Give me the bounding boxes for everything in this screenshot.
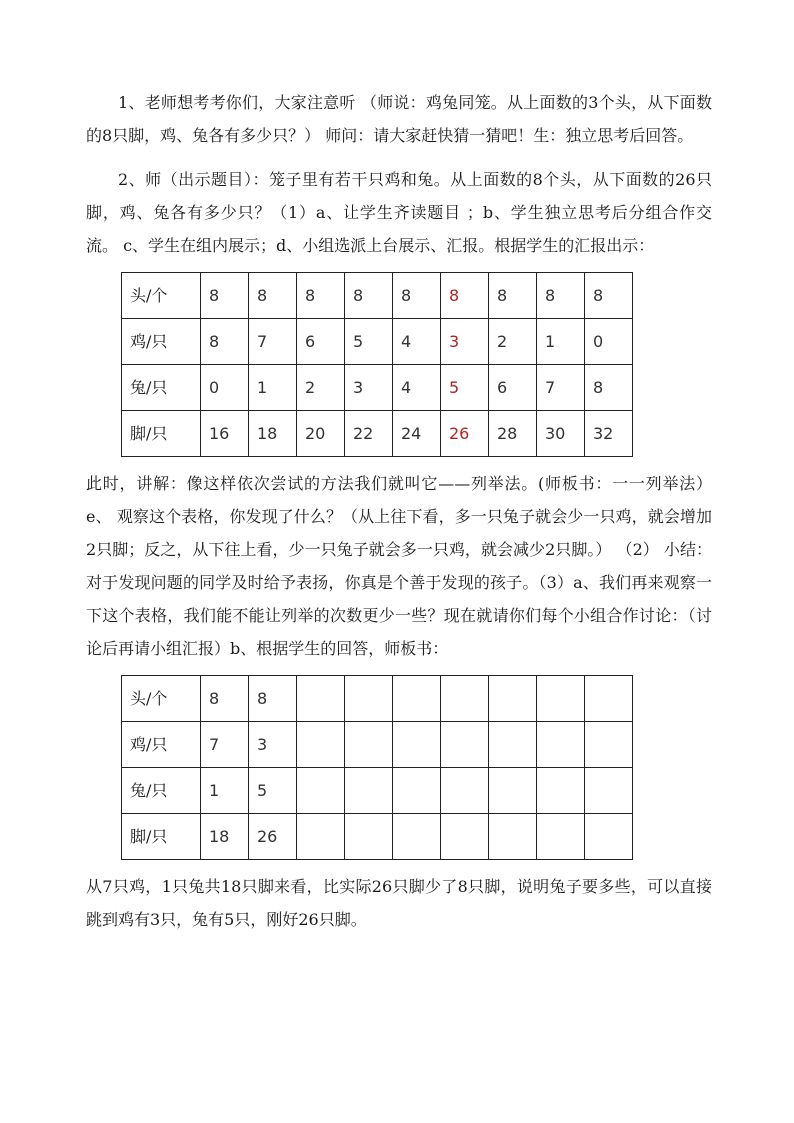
table-cell-empty	[441, 676, 489, 722]
table-cell-empty	[585, 814, 633, 860]
table-cell: 18	[249, 411, 297, 457]
table-cell: 6	[297, 319, 345, 365]
table-cell: 8	[585, 273, 633, 319]
table-cell: 8	[297, 273, 345, 319]
table-row	[122, 814, 633, 860]
paragraph-problem-statement: 2、师（出示题目）：笼子里有若干只鸡和兔。从上面数的8个头，从下面数的26只脚，鸡、兔各有多少只？（1）a、让学生齐读题目 ；b、学生独立思考后分组合作交流。 c、学生在组内展示；d、小组选派上台展示、汇报。根据学生的汇报出示：	[86, 170, 712, 255]
table-cell-empty	[585, 768, 633, 814]
table-cell-empty	[489, 676, 537, 722]
table-cell-empty	[441, 722, 489, 768]
table-cell-empty	[393, 814, 441, 860]
table-cell-highlighted: 26	[441, 411, 489, 457]
table-cell-empty	[393, 722, 441, 768]
table-cell: 18	[201, 814, 249, 860]
table-cell: 28	[489, 411, 537, 457]
enumeration-table-shortcut	[121, 675, 633, 860]
table-cell-empty	[297, 676, 345, 722]
table-cell: 1	[537, 319, 585, 365]
table-cell: 3	[345, 365, 393, 411]
table-cell: 22	[345, 411, 393, 457]
table-row	[122, 365, 633, 411]
table-cell-empty	[489, 722, 537, 768]
table-cell: 8	[393, 273, 441, 319]
table-row	[122, 411, 633, 457]
table-cell-empty	[537, 768, 585, 814]
table-cell: 26	[249, 814, 297, 860]
document-page	[86, 86, 712, 936]
table-cell-highlighted: 3	[441, 319, 489, 365]
table-cell-empty	[441, 814, 489, 860]
table-cell: 8	[345, 273, 393, 319]
table-cell: 1	[201, 768, 249, 814]
table-cell: 7	[201, 722, 249, 768]
table-cell-empty	[489, 768, 537, 814]
paragraph-explanation: 此时，讲解：像这样依次尝试的方法我们就叫它——列举法。(师板书：一一列举法） e、 观察这个表格，你发现了什么？（从上往下看，多一只兔子就会少一只鸡，就会增加2只脚；反之，从下往上看，少一只兔子就会多一只鸡，就会减少2只脚。） （2） 小结：对于发现问题的同学及时给予表扬，你真是个善于发现的孩子。（3）a、我们再来观察一下这个表格，我们能不能让列举的次数更少一些？现在就请你们每个小组合作讨论：（讨论后再请小组汇报）b、根据学生的回答，师板书：	[86, 474, 712, 658]
row-label: 兔/只	[122, 768, 201, 814]
table-cell: 8	[201, 319, 249, 365]
table-cell: 8	[201, 676, 249, 722]
table-cell-empty	[537, 722, 585, 768]
table-cell: 8	[489, 273, 537, 319]
table-cell: 2	[489, 319, 537, 365]
table-cell-empty	[297, 814, 345, 860]
table-cell-empty	[585, 722, 633, 768]
table-cell-empty	[537, 814, 585, 860]
row-label: 头/个	[122, 273, 201, 319]
table-row	[122, 676, 633, 722]
table-cell: 32	[585, 411, 633, 457]
enumeration-table-full	[121, 272, 633, 457]
table-cell-empty	[345, 768, 393, 814]
table-cell: 1	[249, 365, 297, 411]
table-cell: 7	[249, 319, 297, 365]
table-cell: 8	[201, 273, 249, 319]
table-cell: 0	[201, 365, 249, 411]
table-cell: 6	[489, 365, 537, 411]
table-cell: 8	[537, 273, 585, 319]
table-row	[122, 273, 633, 319]
table-cell: 3	[249, 722, 297, 768]
table-cell: 16	[201, 411, 249, 457]
table-row	[122, 722, 633, 768]
row-label: 脚/只	[122, 814, 201, 860]
table-cell: 2	[297, 365, 345, 411]
table-cell-empty	[441, 768, 489, 814]
table-cell: 5	[345, 319, 393, 365]
table-cell-empty	[585, 676, 633, 722]
table-cell: 30	[537, 411, 585, 457]
table-cell: 20	[297, 411, 345, 457]
table-row	[122, 319, 633, 365]
table-cell-empty	[537, 676, 585, 722]
table-cell-empty	[297, 768, 345, 814]
table-cell-highlighted: 5	[441, 365, 489, 411]
row-label: 鸡/只	[122, 722, 201, 768]
table-cell: 7	[537, 365, 585, 411]
row-label: 兔/只	[122, 365, 201, 411]
table-cell: 8	[249, 273, 297, 319]
table-row	[122, 768, 633, 814]
row-label: 头/个	[122, 676, 201, 722]
table-cell: 4	[393, 365, 441, 411]
table-cell: 4	[393, 319, 441, 365]
row-label: 鸡/只	[122, 319, 201, 365]
table-cell-empty	[345, 676, 393, 722]
table-cell-empty	[393, 768, 441, 814]
table-cell-highlighted: 8	[441, 273, 489, 319]
table-cell-empty	[345, 814, 393, 860]
row-label: 脚/只	[122, 411, 201, 457]
table-cell: 5	[249, 768, 297, 814]
paragraph-guess-question: 1、老师想考考你们，大家注意听 （师说：鸡兔同笼。从上面数的3个头，从下面数的8只脚，鸡、兔各有多少只？） 师问：请大家赶快猜一猜吧！生：独立思考后回答。	[86, 93, 712, 145]
table-cell: 8	[585, 365, 633, 411]
table-cell: 0	[585, 319, 633, 365]
table-cell-empty	[393, 676, 441, 722]
paragraph-conclusion: 从7只鸡，1只兔共18只脚来看，比实际26只脚少了8只脚，说明兔子要多些，可以直接跳到鸡有3只，兔有5只，刚好26只脚。	[86, 877, 712, 929]
table-cell-empty	[489, 814, 537, 860]
table-cell: 8	[249, 676, 297, 722]
table-cell: 24	[393, 411, 441, 457]
table-cell-empty	[297, 722, 345, 768]
table-cell-empty	[345, 722, 393, 768]
